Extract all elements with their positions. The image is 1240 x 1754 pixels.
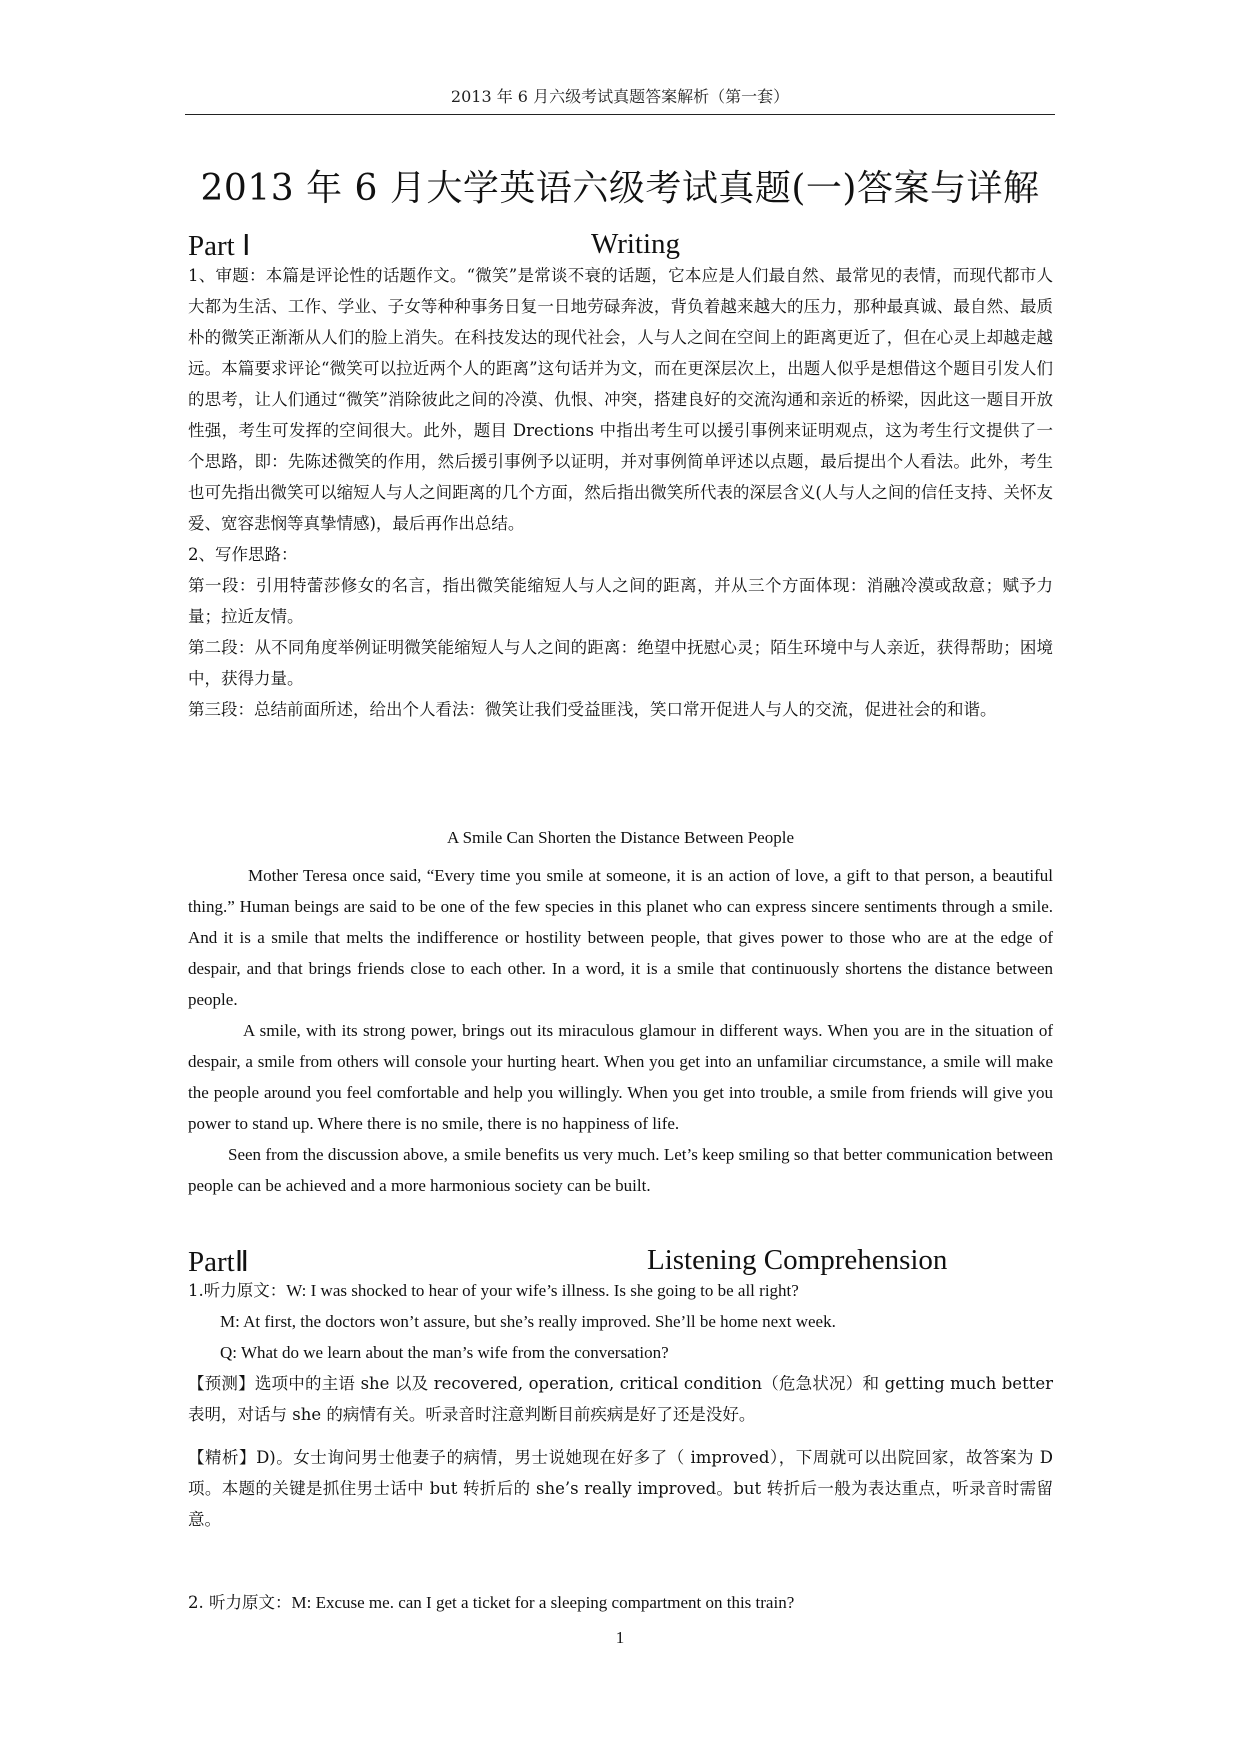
q2-prefix: 2. 听力原文： xyxy=(188,1593,292,1612)
essay-body xyxy=(188,860,1053,1201)
q1-analysis: 【精析】D)。女士询问男士他妻子的病情，男士说她现在好多了（ improved），下周就可以出院回家，故答案为 D 项。本题的关键是抓住男士话中 but 转折后的 she’s really improved。but 转折后一般为表达重点，听录音时需留意。 xyxy=(188,1448,1053,1529)
q2-man-line: M: Excuse me. can I get a ticket for a sleeping compartment on this train? xyxy=(291,1593,795,1612)
running-header: 2013 年 6 月六级考试真题答案解析（第一套） xyxy=(450,87,790,106)
outline-paragraph-1: 第一段：引用特蕾莎修女的名言，指出微笑能缩短人与人之间的距离，并从三个方面体现：消融冷漠或敌意；赋予力量；拉近友情。 xyxy=(188,576,1053,626)
part1-label: Part Ⅰ xyxy=(188,230,251,262)
q1-woman-line: W: I was shocked to hear of your wife’s illness. Is she going to be all right? xyxy=(286,1281,799,1300)
essay-title: A Smile Can Shorten the Distance Between People xyxy=(446,828,794,847)
part1-analysis xyxy=(188,260,1053,725)
q1-prefix: 1.听力原文： xyxy=(188,1281,287,1300)
part2-label: PartⅡ xyxy=(188,1246,249,1278)
q1-question-line: Q: What do we learn about the man’s wife from the conversation? xyxy=(220,1343,669,1362)
header-rule xyxy=(185,114,1055,115)
topic-analysis: 1、审题：本篇是评论性的话题作文。“微笑”是常谈不衰的话题，它本应是人们最自然、最常见的表情，而现代都市人大都为生活、工作、学业、子女等种种事务日复一日地劳碌奔波，背负着越来越大的压力，那种最真诚、最自然、最质朴的微笑正渐渐从人们的脸上消失。在科技发达的现代社会，人与人之间在空间上的距离更近了，但在心灵上却越走越远。本篇要求评论“微笑可以拉近两个人的距离”这句话并为文，而在更深层次上，出题人似乎是想借这个题目引发人们的思考，让人们通过“微笑”消除彼此之间的冷漠、仇恨、冲突，搭建良好的交流沟通和亲近的桥梁，因此这一题目开放性强，考生可发挥的空间很大。此外，题目 Drections 中指出考生可以援引事例来证明观点，这为考生行文提供了一个思路，即：先陈述微笑的作用，然后援引事例予以证明，并对事例简单评述以点题，最后提出个人看法。此外，考生也可先指出微笑可以缩短人与人之间距离的几个方面，然后指出微笑所代表的深层含义(人与人之间的信任支持、关怀友爱、宽容悲悯等真挚情感)，最后再作出总结。 xyxy=(188,266,1053,533)
page-number: 1 xyxy=(615,1628,625,1647)
q1-man-line: M: At first, the doctors won’t assure, but she’s really improved. She’ll be home next week. xyxy=(220,1312,836,1331)
question-1 xyxy=(188,1275,1053,1535)
part1-name: Writing xyxy=(591,228,681,260)
outline-paragraph-2: 第二段：从不同角度举例证明微笑能缩短人与人之间的距离：绝望中抚慰心灵；陌生环境中与人亲近，获得帮助；困境中，获得力量。 xyxy=(188,638,1053,688)
essay-paragraph-3: Seen from the discussion above, a smile benefits us very much. Let’s keep smiling so that better communication between people can be achieved and a more harmonious society can be built. xyxy=(188,1145,1053,1195)
question-2 xyxy=(188,1587,1053,1618)
essay-paragraph-1: Mother Teresa once said, “Every time you smile at someone, it is an action of love, a gift to that person, a beautiful thing.” Human beings are said to be one of the few species in this planet who can express sincere sentiments through a smile. And it is a smile that melts the indifference or hostility between people, that gives power to those who are at the edge of despair, and that brings friends close to each other. In a word, it is a smile that continuously shortens the distance between people. xyxy=(188,866,1053,1009)
part2-name: Listening Comprehension xyxy=(647,1244,948,1276)
q1-prediction: 【预测】选项中的主语 she 以及 recovered, operation, critical condition（危急状况）和 getting much better 表明，对话与 she 的病情有关。听录音时注意判断目前疾病是好了还是没好。 xyxy=(188,1374,1053,1424)
document-title: 2013 年 6 月大学英语六级考试真题(一)答案与详解 xyxy=(200,168,1040,209)
outline-paragraph-3: 第三段：总结前面所述，给出个人看法：微笑让我们受益匪浅，笑口常开促进人与人的交流，促进社会的和谐。 xyxy=(188,700,997,719)
outline-heading: 2、写作思路： xyxy=(188,545,298,564)
essay-paragraph-2: A smile, with its strong power, brings out its miraculous glamour in different ways. When you are in the situation of despair, a smile from others will console your hurting heart. When you get into an unfamiliar circumstance, a smile will make the people around you feel comfortable and help you willingly. When you get into trouble, a smile from friends will give you power to stand up. Where there is no smile, there is no happiness of life. xyxy=(188,1021,1053,1133)
part1-heading xyxy=(188,228,1058,264)
